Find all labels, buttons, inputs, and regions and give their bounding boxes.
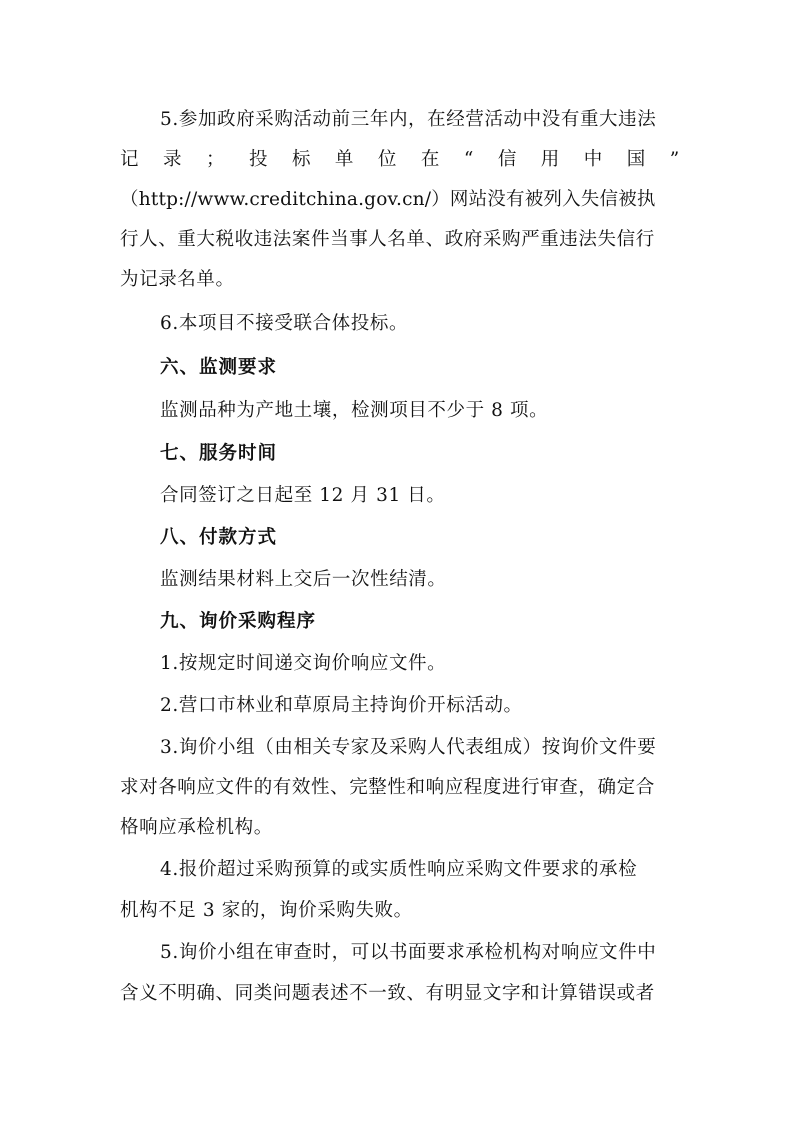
procedure-item-3-line-3: 格响应承检机构。 xyxy=(120,817,273,838)
procedure-item-5-line-1: 5.询价小组在审查时，可以书面要求承检机构对响应文件中 xyxy=(160,942,657,963)
paragraph-5-line-3: （http://www.creditchina.gov.cn/）网站没有被列入失信被执 xyxy=(120,189,656,210)
char: 标 xyxy=(291,149,312,170)
char: 用 xyxy=(540,149,560,170)
paragraph-5-line-1: 5.参加政府采购活动前三年内，在经营活动中没有重大违法 xyxy=(160,109,657,130)
section-heading-9: 九、询价采购程序 xyxy=(160,611,317,632)
procedure-item-1: 1.按规定时间递交询价响应文件。 xyxy=(160,653,447,674)
procedure-item-2: 2.营口市林业和草原局主持询价开标活动。 xyxy=(160,695,523,716)
char: 录 xyxy=(162,149,183,170)
section-6-text: 监测品种为产地土壤，检测项目不少于 8 项。 xyxy=(160,400,549,421)
char: ； xyxy=(205,149,226,170)
char: 信 xyxy=(497,149,517,170)
paragraph-5-line-2 xyxy=(120,147,680,173)
section-8-text: 监测结果材料上交后一次性结清。 xyxy=(160,569,447,590)
char: ” xyxy=(669,149,680,170)
char: “ xyxy=(463,149,474,170)
procedure-item-4-line-1: 4.报价超过采购预算的或实质性响应采购文件要求的承检 xyxy=(160,859,638,880)
procedure-item-4-line-2: 机构不足 3 家的，询价采购失败。 xyxy=(120,900,413,921)
char: 中 xyxy=(583,149,603,170)
char: 位 xyxy=(377,149,398,170)
char: 单 xyxy=(334,149,355,170)
paragraph-6: 6.本项目不接受联合体投标。 xyxy=(160,313,409,334)
char: 记 xyxy=(120,149,140,170)
section-7-text: 合同签订之日起至 12 月 31 日。 xyxy=(160,485,446,506)
char: 投 xyxy=(248,149,269,170)
section-heading-8: 八、付款方式 xyxy=(160,527,278,548)
paragraph-5-line-5: 为记录名单。 xyxy=(120,269,235,290)
char: 国 xyxy=(626,149,646,170)
section-heading-6: 六、监测要求 xyxy=(160,357,278,378)
procedure-item-3-line-1: 3.询价小组（由相关专家及采购人代表组成）按询价文件要 xyxy=(160,737,657,758)
procedure-item-3-line-2: 求对各响应文件的有效性、完整性和响应程度进行审查，确定合 xyxy=(120,777,655,798)
char: 在 xyxy=(420,149,440,170)
paragraph-5-line-4: 行人、重大税收违法案件当事人名单、政府采购严重违法失信行 xyxy=(120,229,655,250)
procedure-item-5-line-2: 含义不明确、同类问题表述不一致、有明显文字和计算错误或者 xyxy=(120,983,655,1004)
section-heading-7: 七、服务时间 xyxy=(160,443,278,464)
